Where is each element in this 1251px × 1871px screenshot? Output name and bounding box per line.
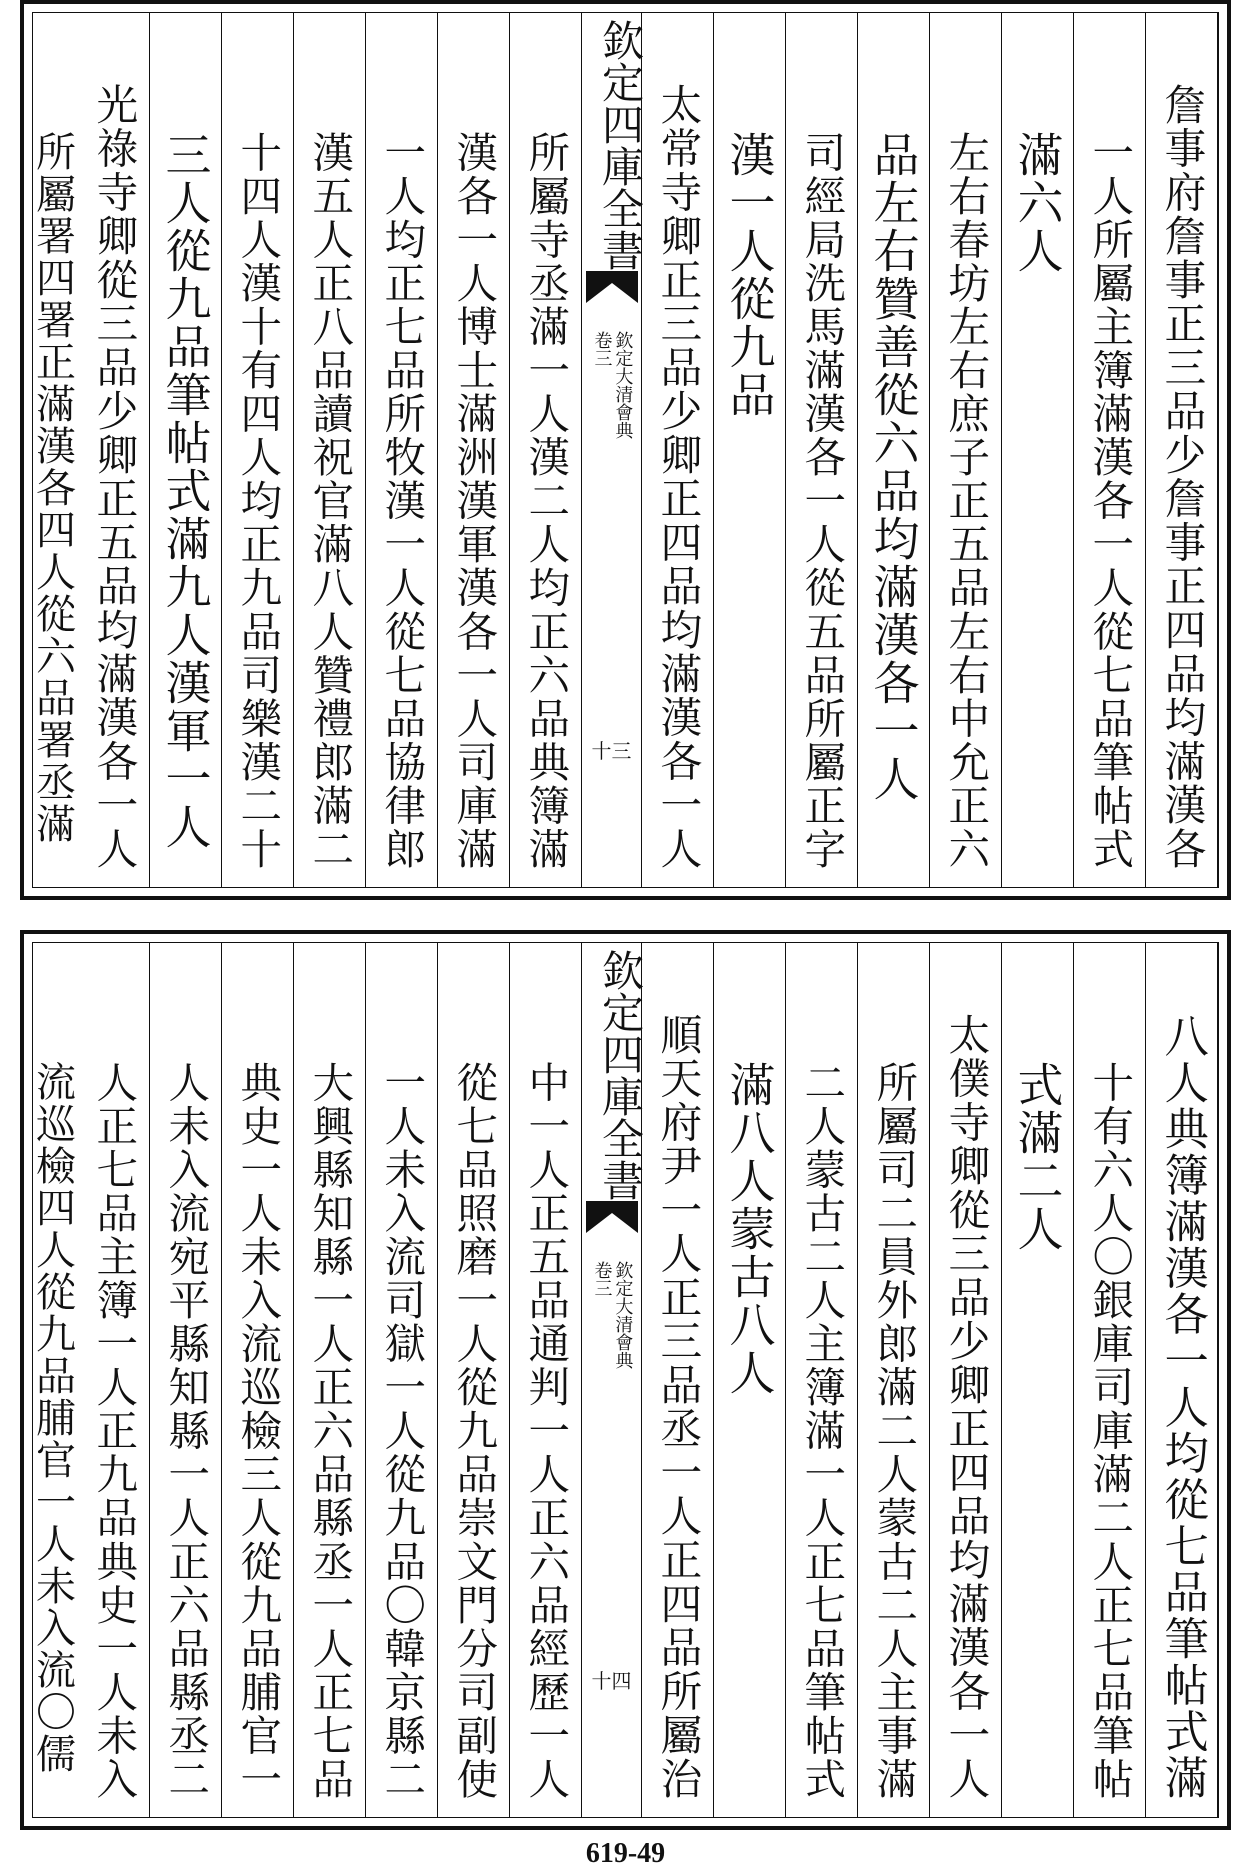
text-column: 所屬司二員外郎滿二人蒙古二人主事滿 [858,943,930,1817]
top-page [20,0,1231,900]
text-column: 三人從九品筆帖式滿九人漢軍一人 [150,13,222,887]
fishtail-mark [586,271,638,303]
text-column: 漢五人正八品讀祝官滿八人贊禮郎滿二 [294,13,366,887]
text-column: 流巡檢四人從九品脯官一人未入流〇儒 [29,1061,76,1775]
text-column: 司經局洗馬滿漢各一人從五品所屬正字 [786,13,858,887]
text-column: 一人未入流司獄一人從九品〇韓京縣二 [366,943,438,1817]
top-page-frame [29,12,1219,888]
page-number: 十四 [591,1669,632,1693]
text-column: 光祿寺卿從三品少卿正五品均滿漢各一人 [78,13,150,887]
text-column: 式滿二人 [1002,943,1074,1817]
text-column: 典史一人未入流巡檢三人從九品脯官一 [222,943,294,1817]
text-column: 漢各一人博士滿洲漢軍漢各一人司庫滿 [438,13,510,887]
collection-title: 欽定四庫全書 [596,19,645,271]
text-column: 一人均正七品所牧漢一人從七品協律郎 [366,13,438,887]
text-column: 左右春坊左右庶子正五品左右中允正六 [930,13,1002,887]
text-column: 十有六人〇銀庫司庫滿二人正七品筆帖 [1074,943,1146,1817]
book-title: 欽定大清會典 [612,331,634,439]
text-column: 品左右贊善從六品均滿漢各一人 [858,13,930,887]
volume-label [582,1261,641,1369]
text-column: 滿八人蒙古八人 [714,943,786,1817]
text-column: 漢一人從九品 [714,13,786,887]
bottom-page-frame [29,942,1219,1818]
text-column: 滿六人 [1002,13,1074,887]
plate-id: 619-49 [585,1838,666,1869]
text-column: 人正七品主簿一人正九品典史一人未入 [78,943,150,1817]
juan-label: 卷三 [591,1261,613,1297]
center-strip [582,943,645,1817]
text-column: 二人蒙古二人主簿滿一人正七品筆帖式 [786,943,858,1817]
text-column: 太常寺卿正三品少卿正四品均滿漢各一人 [642,13,714,887]
text-column: 所屬寺丞滿一人漢二人均正六品典簿滿 [510,13,582,887]
text-column: 十四人漢十有四人均正九品司樂漢二十 [222,13,294,887]
text-column: 所屬署四署正滿漢各四人從六品署丞滿 [29,131,76,845]
book-title: 欽定大清會典 [612,1261,634,1369]
center-strip [582,13,645,887]
text-column: 一人所屬主簿滿漢各一人從七品筆帖式 [1074,13,1146,887]
collection-title: 欽定四庫全書 [596,949,645,1201]
volume-label [582,331,641,439]
text-column: 太僕寺卿從三品少卿正四品均滿漢各一人 [930,943,1002,1817]
text-column: 人未入流宛平縣知縣一人正六品縣丞二 [150,943,222,1817]
text-column: 大興縣知縣一人正六品縣丞一人正七品 [294,943,366,1817]
bottom-page [20,930,1231,1830]
text-column: 從七品照磨一人從九品崇文門分司副使 [438,943,510,1817]
text-column: 八人典簿滿漢各一人均從七品筆帖式滿 [1146,943,1218,1817]
text-column: 中一人正五品通判一人正六品經歷一人 [510,943,582,1817]
page-number: 十三 [591,739,632,763]
juan-label: 卷三 [591,331,613,367]
text-column: 詹事府詹事正三品少詹事正四品均滿漢各 [1146,13,1218,887]
text-column: 順天府尹一人正三品丞一人正四品所屬治 [642,943,714,1817]
fishtail-mark [586,1201,638,1233]
